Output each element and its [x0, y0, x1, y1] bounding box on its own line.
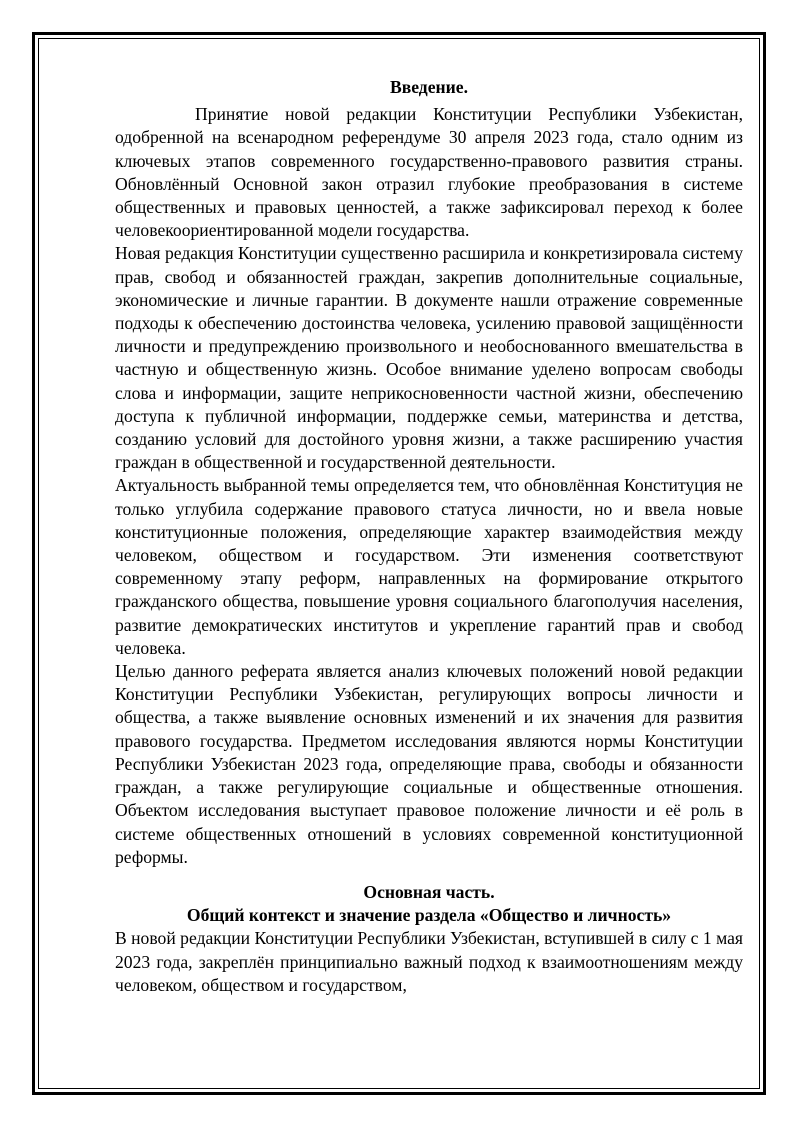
intro-paragraph-2: Новая редакция Конституции существенно расширила и конкретизировала систему прав, свобод и обязанностей граждан, закрепив дополнительные социальные, экономические и личные гарантии. В документе нашли отражение современные подходы к обеспечению достоинства человека, усилению правовой защищённости личности и предупреждению произвольного и необоснованного вмешательства в частную и общественную жизнь. Особое внимание уделено вопросам свободы слова и информации, защите неприкосновенности частной жизни, обеспечению доступа к публичной информации, поддержке семьи, материнства и детства, созданию условий для достойного уровня жизни, а также расширению участия граждан в общественной и государственной деятельности.	[115, 243, 743, 473]
main-heading: Основная часть.	[363, 881, 495, 902]
intro-paragraph-4: Целью данного реферата является анализ ключевых положений новой редакции Конституции Республики Узбекистан, регулирующих вопросы личности и общества, а также выявление основных изменений и их значения для развития правового государства. Предметом исследования являются нормы Конституции Республики Узбекистан 2023 года, определяющие права, свободы и обязанности граждан, а также регулирующие социальные и общественные отношения. Объектом исследования выступает правовое положение личности и её роль в системе общественных отношений в условиях современной конституционной реформы.	[115, 661, 743, 867]
document-body	[115, 76, 743, 997]
main-subheading: Общий контекст и значение раздела «Общество и личность»	[186, 905, 672, 926]
intro-paragraph-1: Принятие новой редакции Конституции Республики Узбекистан, одобренной на всенародном референдуме 30 апреля 2023 года, стало одним из ключевых этапов современного государственно-правового развития страны. Обновлённый Основной закон отразил глубокие преобразования в системе общественных и правовых ценностей, а также зафиксировал переход к более человекоориентированной модели государства.	[115, 104, 743, 241]
intro-heading: Введение.	[389, 77, 468, 97]
main-paragraph-1: В новой редакции Конституции Республики Узбекистан, вступившей в силу с 1 мая 2023 года, закреплён принципиально важный подход к взаимоотношениям между человеком, обществом и государством,	[115, 928, 743, 995]
intro-paragraph-3: Актуальность выбранной темы определяется тем, что обновлённая Конституция не только углубила содержание правового статуса личности, но и ввела новые конституционные положения, определяющие характер взаимодействия между человеком, обществом и государством. Эти изменения соответствуют современному этапу реформ, направленных на формирование открытого гражданского общества, повышение уровня социального благополучия населения, развитие демократических институтов и укрепление гарантий прав и свобод человека.	[115, 475, 743, 658]
